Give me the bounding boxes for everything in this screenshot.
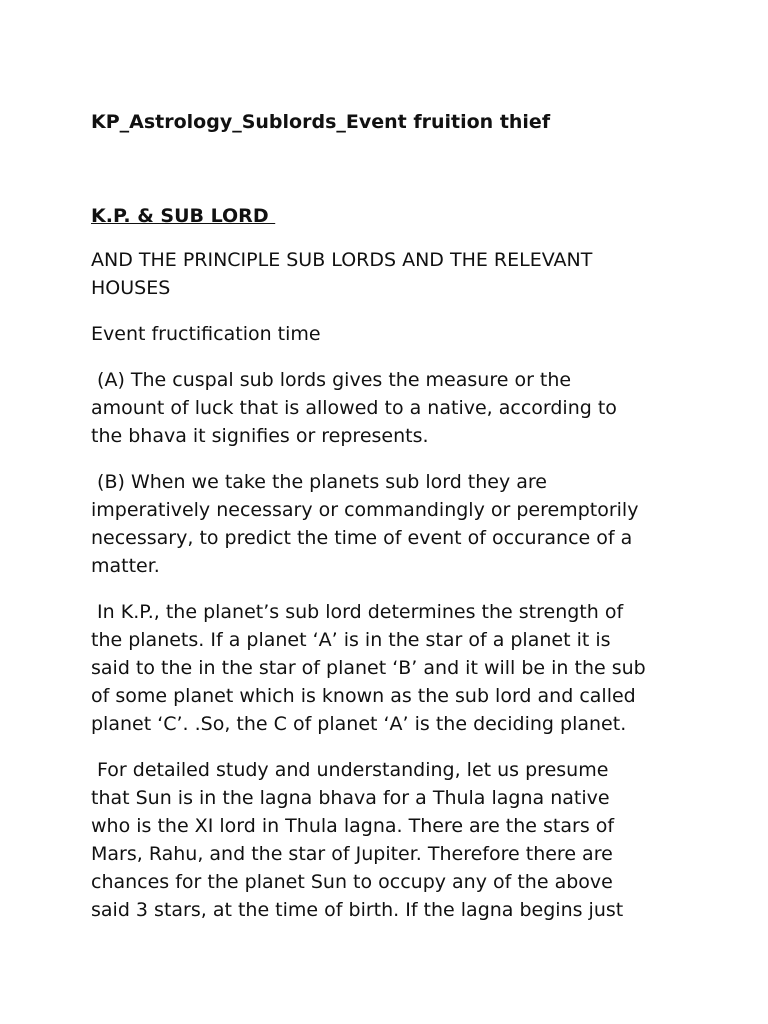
paragraph-b: (B) When we take the planets sub lord they are imperatively necessary or commandingly or peremptorily necessary, to predict the time of event of occurance of a matter. [91,471,639,577]
section-heading: K.P. & SUB LORD [91,205,276,227]
document-page [91,108,691,924]
paragraph-intro: AND THE PRINCIPLE SUB LORDS AND THE RELEVANT HOUSES [91,249,593,299]
paragraph-a: (A) The cuspal sub lords gives the measure or the amount of luck that is allowed to a native, according to the bhava it signifies or represents. [91,369,617,447]
paragraph-study: For detailed study and understanding, let us presume that Sun is in the lagna bhava for a Thula lagna native who is the XI lord in Thula lagna. There are the stars of Mars, Rahu, and the star of Jupiter. Therefore there are chances for the planet Sun to occupy any of the above said 3 stars, at the time of birth. If the lagna begins just [91,759,624,921]
document-title: KP_Astrology_Sublords_Event fruition thief [91,111,551,133]
paragraph-event-time: Event fructification time [91,323,321,345]
paragraph-kp: In K.P., the planet’s sub lord determines the strength of the planets. If a planet ‘A’ is in the star of a planet it is said to the in the star of planet ‘B’ and it will be in the sub of some planet which is known as the sub lord and called planet ‘C’. .So, the C of planet ‘A’ is the deciding planet. [91,601,646,735]
